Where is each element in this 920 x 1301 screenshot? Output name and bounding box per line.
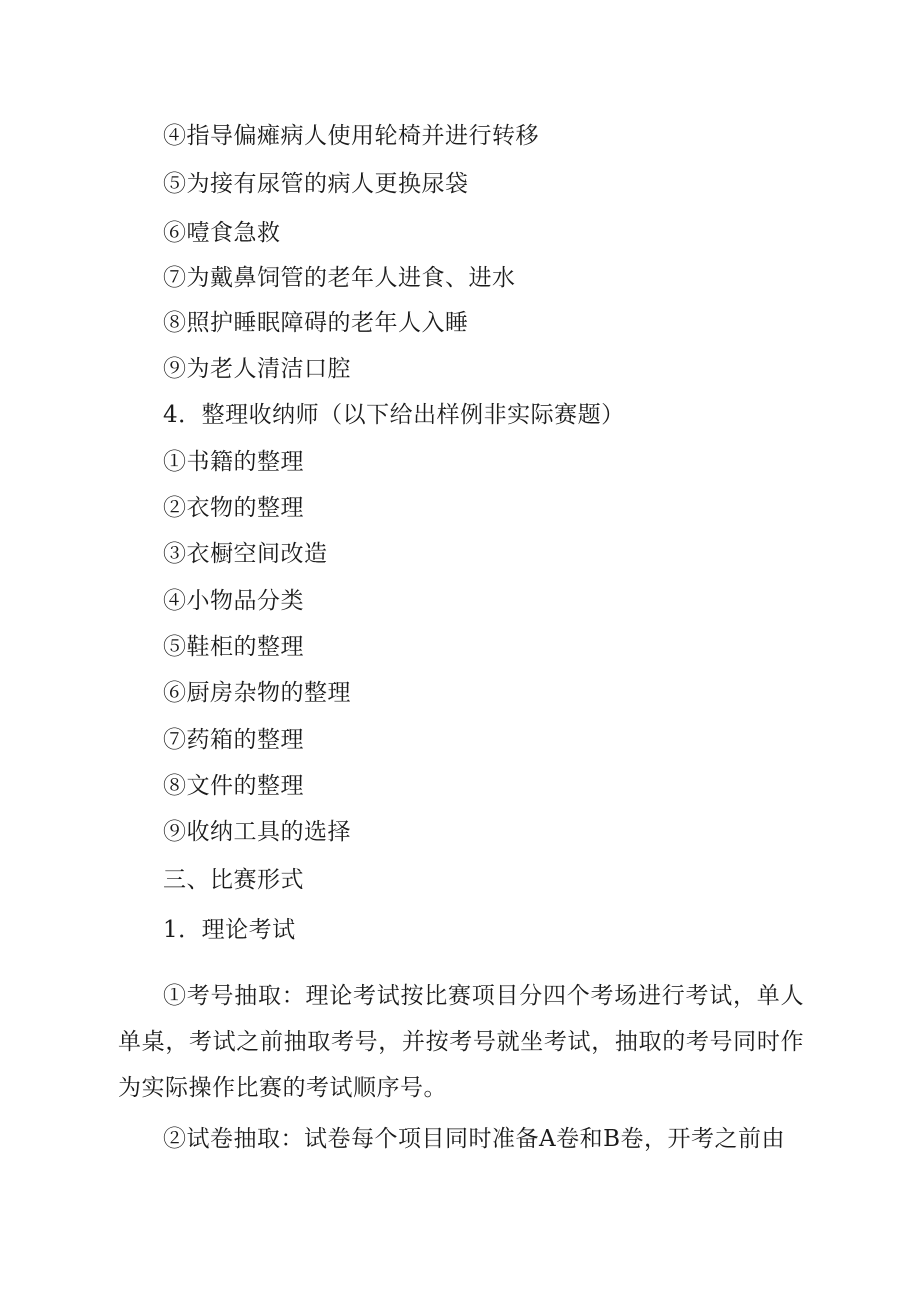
section-heading: 4．整理收纳师（以下给出样例非实际赛题）: [163, 402, 625, 428]
list-item: ④小物品分类: [163, 588, 304, 614]
list-item: ⑨收纳工具的选择: [163, 819, 351, 845]
list-item: ⑨为老人清洁口腔: [163, 356, 351, 382]
list-item: ⑥噎食急救: [163, 220, 281, 246]
subsection-heading: 1．理论考试: [163, 917, 296, 943]
list-item: ⑤为接有尿管的病人更换尿袋: [163, 171, 469, 197]
list-item: ①书籍的整理: [163, 449, 304, 475]
body-paragraph: ②试卷抽取：试卷每个项目同时准备A卷和B卷，开考之前由: [163, 1126, 786, 1152]
list-item: ⑧文件的整理: [163, 773, 304, 799]
list-item: ⑤鞋柜的整理: [163, 634, 304, 660]
list-item: ②衣物的整理: [163, 495, 304, 521]
section-heading: 三、比赛形式: [163, 867, 304, 893]
list-item: ③衣橱空间改造: [163, 541, 328, 567]
body-paragraph: ①考号抽取：理论考试按比赛项目分四个考场进行考试，单人单桌，考试之前抽取考号，并按考号就坐考试，抽取的考号同时作为实际操作比赛的考试顺序号。: [118, 983, 804, 1101]
list-item: ④指导偏瘫病人使用轮椅并进行转移: [163, 123, 539, 149]
list-item: ⑦药箱的整理: [163, 727, 304, 753]
list-item: ⑧照护睡眠障碍的老年人入睡: [163, 310, 469, 336]
list-item: ⑥厨房杂物的整理: [163, 680, 351, 706]
list-item: ⑦为戴鼻饲管的老年人进食、进水: [163, 265, 516, 291]
